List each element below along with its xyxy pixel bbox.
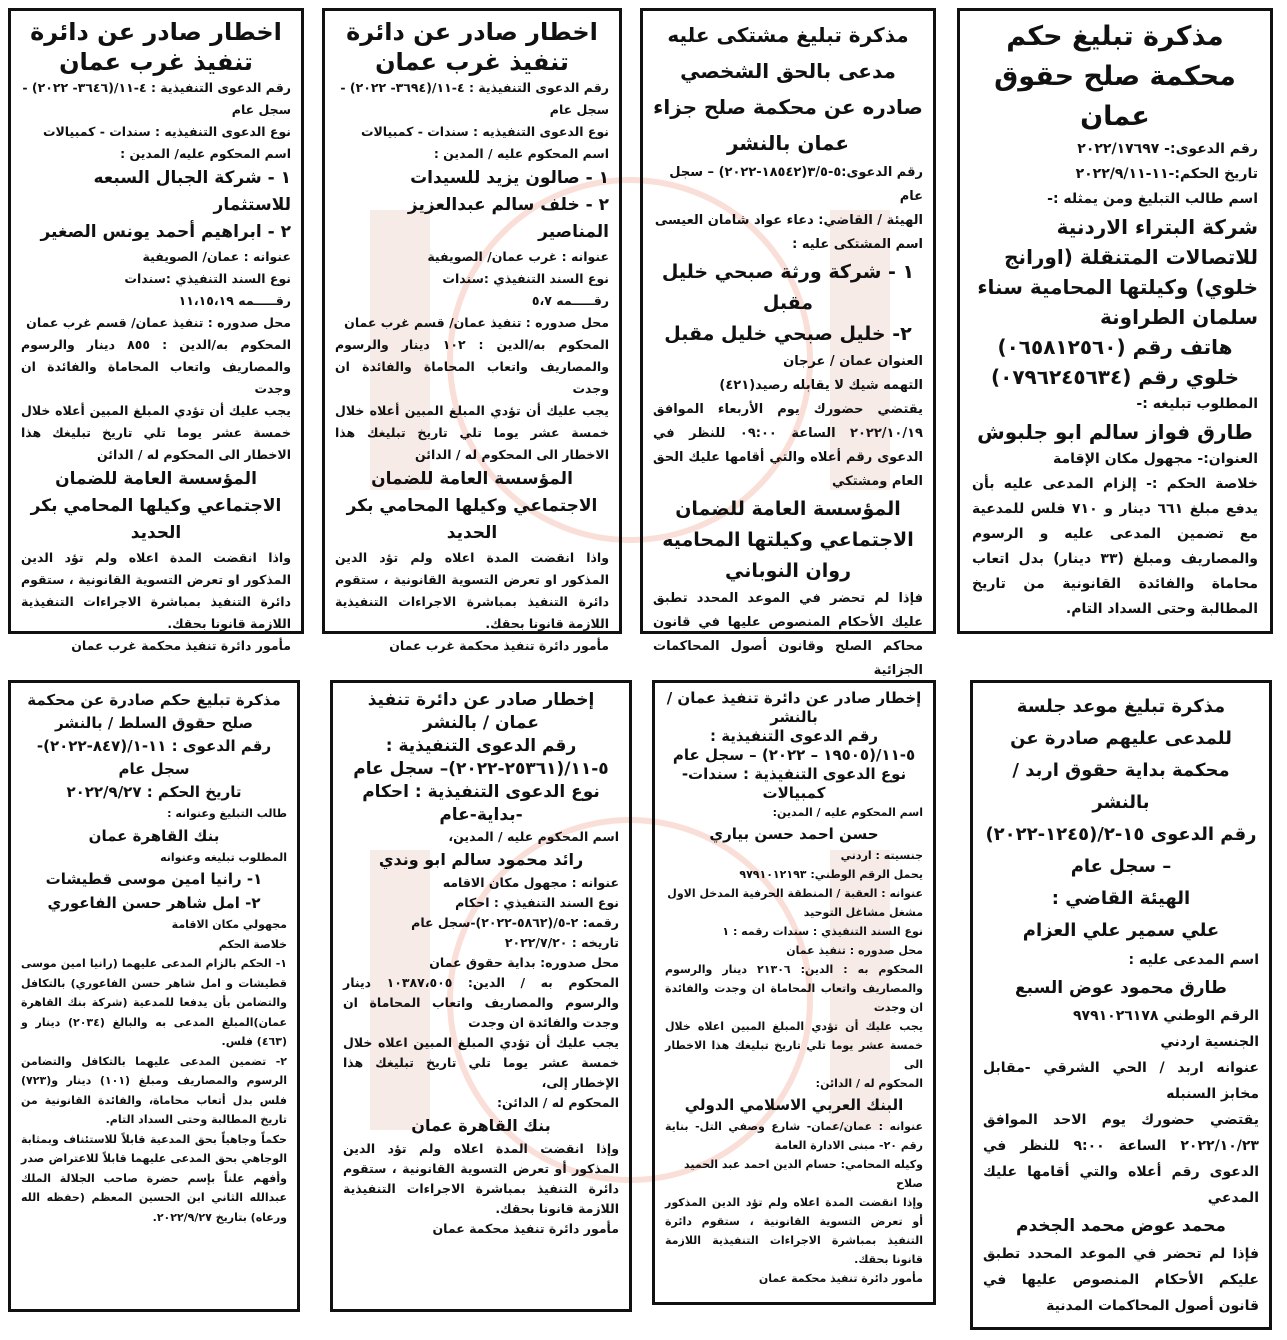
notice8-verdict-date: تاريخ الحكم : ٢٠٢٢/٩/٢٧ [66,783,242,801]
notice8-notified1: ١- رانيا امين موسى قطيشات [45,870,263,888]
notice7-amount: المحكوم به / الدين: ١٠٣٨٧،٥٠٥ دينار والرسوم والمصاريف واتعاب المحاماة ان وجدت والفائدة ان وجدت [343,975,620,1030]
notice7-debtor: رائد محمود سالم ابو وندي [378,850,584,869]
notice3-bond-type: نوع السند التنفيذي :سندات [442,271,609,286]
notice6-demand: يجب عليك أن تؤدي المبلغ المبين اعلاه خلال خمسة عشر يوما تلي تاريخ تبليغك هذا الاخطار الى [665,1020,923,1071]
notice4-signature: مأمور دائرة تنفيذ محكمة غرب عمان [71,638,291,653]
notice-execution-west-amman-1 [322,8,622,653]
notice1-summary: خلاصة الحكم :- إلزام المدعى عليه بأن يدفع مبلغ ٦٦١ دينار و ٧١٠ فلس للمدعية مع تضمين المدعى عليه و الرسوم والمصاريف ومبلغ (٣٣ دينار) بدل اتعاب محاماة والفائدة القانونية من تاريخ المطالبة وحتى السداد التام. [972,476,1259,617]
notice1-address: العنوان:- مجهول مكان الإقامة [1053,451,1258,467]
notice6-lawyer: وكيله المحامي: حسام الدين احمد عبد الحميد صلاح [684,1158,923,1190]
notice4-debtor2: ٢ - ابراهيم أحمد يونس الصغير [40,222,291,242]
notice2-accused2: ٢- خليل صبحي خليل مقبل [664,323,912,345]
notice6-title: إخطار صادر عن دائرة تنفيذ عمان / بالنشر [666,689,922,726]
notice5-title: مذكرة تبليغ موعد جلسة للمدعى عليهم صادرة عن محكمة بداية حقوق اربد / بالنشر [1010,696,1232,813]
notice6-case-type: نوع الدعوى التنفيذية : سندات-كمبيالات [681,765,907,802]
notice8-item2: ٢- تضمين المدعى عليهما بالتكافل والتضامن الرسوم والمصاريف ومبلغ (١٠١) دينار و(٧٢٣) فلس بدل أتعاب محاماة، والفائدة القانونية من تاريخ المطالبة وحتى السداد التام. [21,1054,287,1126]
notice6-creditor-label: المحكوم له / الدائن: [815,1077,923,1090]
notice2-charge: التهمه شيك لا يقابله رصيد(٤٢١) [719,378,923,393]
notice6-issued-at: محل صدوره : تنفيذ عمان [786,944,923,957]
notice3-case-type: نوع الدعوى التنفيذيه : سندات - كمبيالات [360,124,609,139]
notice-verdict-amman-court [957,8,1273,634]
notice3-bond-no: رقـــــمه ٥،٧ [531,293,609,308]
notice1-mobile: خلوي رقم (٠٧٩٦٢٤٥٦٣٤) [990,365,1240,389]
notice6-address: عنوانه : العقبة / المنطقة الحرفية المدخل الاول مشغل مشاغل التوحيد [667,887,923,919]
notice6-warning: وإذا انقضت المدة اعلاه ولم تؤد الدين المذكور أو تعرض التسوية القانونية ، ستقوم دائرة التنفيذ بمباشرة الاجراءات التنفيذية اللازمة قانونا بحقك. [665,1196,923,1266]
notice5-case-no: رقم الدعوى ١٥-٢/(١٢٤٥-٢٠٢٢) – سجل عام [985,824,1257,877]
notice8-notified-label: المطلوب تبليغه وعنوانه [160,850,287,864]
notice4-amount: المحكوم به/الدين : ٨٥٥ دينار والرسوم والمصاريف واتعاب المحاماة والفائدة ان وجدت [21,337,292,396]
notice7-address: عنوانه : مجهول مكان الاقامه [442,875,619,890]
notice7-warning: وإذا انقضت المدة اعلاه ولم تؤد الدين المذكور أو تعرض التسوية القانونية ، ستقوم دائرة التنفيذ بمباشرة الاجراءات التنفيذية اللازمة قانونا بحقك. [343,1141,619,1216]
notice8-address: مجهولي مكان الاقامة [171,918,287,931]
notice1-notified-label: المطلوب تبليغه :- [1136,396,1258,412]
notice7-debtor-label: اسم المحكوم عليه / المدين، [448,829,619,844]
notice5-judge: علي سمير علي العزام [1022,920,1220,941]
notice1-notified: طارق فواز سالم ابو جلبوش [977,420,1253,444]
notice8-closing: حكماً وجاهياً بحق المدعية قابلاً للاستئناف وبمثابة الوجاهي بحق المدعى عليهما قابلاً للاعتراض صدر وأفهم علناً بإسم حضرة صاحب الجلالة الملك عبدالله الثاني ابن الحسين المعظم (حفظه الله ورعاه) بتاريخ ٢٠٢٢/٩/٢٧. [21,1132,287,1224]
notice2-plaintiff: المؤسسة العامة للضمان الاجتماعي وكيلتها المحاميه روان النوباني [662,498,914,582]
notice8-case-no: رقم الدعوى : ١١-١/(٨٤٧-٢٠٢٢)-سجل عام [36,737,272,778]
notice4-warning: واذا انقضت المدة اعلاه ولم تؤد الدين المذكور او تعرض التسوية القانونية ، ستقوم دائرة التنفيذ بمباشرة الاجراءات التنفيذية اللازمة قانونا بحقك. [21,550,291,631]
notice3-case-no: رقم الدعوى التنفيذية : ٤-١١/(٣٦٩٤- ٢٠٢٢) - سجل عام [340,80,609,117]
notice3-address: عنوانه : غرب عمان/ الصويفية [427,249,609,264]
notice7-bond-no: رقمه: ٢-٥/(٥٨٦٢-٢٠٢٢)-سجل عام [411,915,619,930]
notice4-bond-type: نوع السند التنفيذي :سندات [124,271,291,286]
notice1-title2: محكمة صلح حقوق عمان [994,61,1236,132]
notice3-creditor: المؤسسة العامة للضمان الاجتماعي وكيلها المحامي بكر الحديد [346,469,598,543]
notice1-verdict-date: تاريخ الحكم:-١١-٢٠٢٢/٩/١١ [1075,166,1258,182]
notice6-debtor: حسن احمد حسن بياري [709,825,879,843]
notice-execution-amman-cairo-bank [330,680,632,1312]
notice6-case-no: رقم الدعوى التنفيذية : ٥-١١/(١٩٥٠٥ – ٢٠٢٢) – سجل عام [672,727,916,764]
notice5-judge-label: الهيئة القاضي : [1051,888,1191,909]
notice3-title: اخطار صادر عن دائرة تنفيذ غرب عمان [346,18,598,76]
notice5-hearing: يقتضي حضورك يوم الاحد الموافق ٢٠٢٢/١٠/٢٣ الساعة ٩:٠٠ للنظر في الدعوى رقم أعلاه والتي أقامها عليك المدعي [983,1112,1259,1206]
notice2-address: العنوان عمان / عرجان [783,354,923,369]
notice6-bond: نوع السند التنفيذي : سندات رقمه : ١ [722,925,923,938]
notice5-address: عنوانه اربد / الحي الشرقي -مقابل مخابز السنبله [983,1060,1259,1102]
notice3-debtor-label: اسم المحكوم عليه / المدين : [433,146,609,161]
notice6-national-id: يحمل الرقم الوطني: ٩٧٩١٠١٢١٩٣ [739,868,923,881]
notice3-warning: واذا انقضت المدة اعلاه ولم تؤد الدين المذكور او تعرض التسوية القانونية ، ستقوم دائرة التنفيذ بمباشرة الاجراءات التنفيذية اللازمة قانونا بحقك. [335,550,609,631]
notice8-item1: ١- الحكم بالزام المدعى عليهما (رانيا امين موسى قطيشات و امل شاهر حسن الفاعوري) بالتكافل والتضامن بأن يدفعا للمدعية (شركة بنك القاهرة عمان)المبلغ المدعى به والبالغ (٢٠٣٤) دينار و (٤٦٣) فلس. [21,957,287,1048]
notice3-amount: المحكوم به/الدين : ١٠٢ دينار والرسوم والمصاريف واتعاب المحاماة والفائدة ان وجدت [335,337,609,396]
notice7-creditor: بنك القاهرة عمان [411,1116,551,1135]
notice1-phone: هاتف رقم (٠٦٥٨١٢٥٦٠) [997,335,1233,359]
notice3-debtor2: ٢ - خلف سالم عبدالعزيز المناصير [407,195,609,242]
notice4-address: عنوانه : عمان/ الصويفية [142,249,291,264]
notice3-issued-at: محل صدوره : تنفيذ عمان/ قسم غرب عمان [344,315,609,330]
notice5-national-id: الرقم الوطني ٩٧٩١٠٢٦١٧٨ [1072,1008,1259,1024]
notice3-demand: يجب عليك أن تؤدي المبلغ المبين أعلاه خلال خمسة عشر يوما تلي تاريخ تبليغك هذا الاخطار الى المحكوم له / الدائن [335,403,609,462]
notice3-debtor1: ١ - صالون يزيد للسيدات [410,168,609,188]
notice4-debtor-label: اسم المحكوم عليه/ المدين : [120,146,291,161]
notice7-bond-type: نوع السند التنفيذي : احكام [455,895,619,910]
notice2-accused1: ١ - شركة ورثة صبحي خليل مقبل [661,261,915,314]
notice2-hearing: يقتضي حضورك يوم الأربعاء الموافق ٢٠٢٢/١٠/١٩ الساعة ٠٩:٠٠ للنظر في الدعوى رقم أعلاه والتي أقامها عليك الحق العام ومشتكي [653,402,923,489]
notice4-debtor1: ١ - شركة الجبال السبعه للاستثمار [93,168,291,215]
notice-criminal-summons [640,8,936,678]
notice6-nationality: جنسيته : اردني [840,849,923,862]
notice4-title: اخطار صادر عن دائرة تنفيذ غرب عمان [30,18,282,76]
notice1-case-no: رقم الدعوى:- ٢٠٢٢/١٧٦٩٧ [1077,141,1258,157]
notice4-case-type: نوع الدعوى التنفيذيه : سندات - كمبيالات [42,124,291,139]
notice8-requester: بنك القاهرة عمان [88,826,220,845]
notice1-requester-label: اسم طالب التبليغ ومن يمثله :- [1047,191,1258,207]
notice-execution-amman-arab-islamic [652,680,936,1305]
notice4-bond-no: رقـــــمه ١١،١٥،١٩ [178,293,291,308]
notice5-nationality: الجنسية اردني [1160,1034,1259,1050]
notice-execution-west-amman-2 [8,8,304,653]
notice4-case-no: رقم الدعوى التنفيذية : ٤-١١/(٣٦٤٦- ٢٠٢٢) - سجل عام [22,80,291,117]
notice8-notified2: ٢- امل شاهر حسن الفاعوري [47,894,261,912]
notice2-case-no: رقم الدعوى:٥-٣/٥(١٨٥٤٢-٢٠٢٢) – سجل عام [669,165,923,204]
notice3-signature: مأمور دائرة تنفيذ محكمة غرب عمان [389,638,609,653]
notice6-creditor-address: عنوانه : عمان/عمان- شارع وصفي التل- بناية رقم ٢٠- مبنى الادارة العامة [665,1120,923,1152]
notice-verdict-salt-court [8,680,300,1312]
notice7-demand: يجب عليك أن تؤدي المبلغ المبين اعلاه خلال خمسة عشر يوما تلي تاريخ تبليغك هذا الإخطار إلى، [343,1035,619,1090]
notice6-amount: المحكوم به : الدين: ٢١٣٠٦ دينار والرسوم والمصاريف واتعاب المحاماة ان وجدت والفائدة ان وجدت [665,963,923,1014]
notice6-signature: مأمور دائرة تنفيذ محكمة عمان [758,1272,923,1285]
notice7-issued-at: محل صدوره: بداية حقوق عمان [429,955,619,970]
notice2-judge: الهيئة / القاضي: دعاء عواد شامان العيسى [654,213,923,228]
notice8-title: مذكرة تبليغ حكم صادرة عن محكمة صلح حقوق السلط / بالنشر [27,691,281,732]
notice5-defendant-label: اسم المدعى عليه : [1128,952,1259,968]
notice7-signature: مأمور دائرة تنفيذ محكمة عمان [432,1221,619,1236]
notice2-accused-label: اسم المشتكى عليه : [792,237,923,252]
notice4-creditor: المؤسسة العامة للضمان الاجتماعي وكيلها المحامي بكر الحديد [30,469,282,543]
notice6-creditor: البنك العربي الاسلامي الدولي [684,1096,904,1114]
notice1-title1: مذكرة تبليغ حكم [1006,21,1224,52]
notice5-plaintiff: محمد عوض محمد الجخدم [1016,1216,1226,1236]
notice2-warning: فإذا لم تحضر في الموعد المحدد تطبق عليك الأحكام المنصوص عليها في قانون محاكم الصلح وقانون أصول المحاكمات الجزائية [653,591,923,678]
notice4-demand: يجب عليك أن تؤدي المبلغ المبين أعلاه خلال خمسة عشر يوما تلي تاريخ تبليغك هذا الاخطار الى المحكوم له / الدائن [21,403,291,462]
notice-hearing-irbid [970,680,1272,1330]
notice7-title: إخطار صادر عن دائرة تنفيذ عمان / بالنشر [367,690,595,733]
notice1-requester: شركة البتراء الاردنية للاتصالات المتنقلة (اورانج خلوي) وكيلتها المحامية سناء سلمان الطراونة [977,215,1258,329]
notice6-debtor-label: اسم المحكوم عليه / المدين: [772,806,923,819]
notice7-bond-date: تاريخه : ٢٠٢٢/٧/٢٠ [504,935,619,950]
notice7-case-no: رقم الدعوى التنفيذية : ٥-١١/(٢٥٣٦١-٢٠٢٢)– سجل عام [353,736,609,779]
notice8-summary-label: خلاصة الحكم [218,937,287,951]
notice5-defendant: طارق محمود عوض السبع [1015,978,1227,998]
notice7-case-type: نوع الدعوى التنفيذية : احكام -بداية-عام [362,782,600,825]
notice2-title: مذكرة تبليغ مشتكى عليه مدعى بالحق الشخصي صادره عن محكمة صلح جزاء عمان بالنشر [653,23,923,155]
notice8-requester-label: طالب التبليغ وعنوانه : [167,807,287,820]
notice5-warning: فإذا لم تحضر في الموعد المحدد تطبق عليكم الأحكام المنصوص عليها في قانون أصول المحاكمات المدنية [983,1246,1259,1314]
notice4-issued-at: محل صدوره : تنفيذ عمان/ قسم غرب عمان [26,315,291,330]
notice7-creditor-label: المحكوم له / الدائن: [497,1095,619,1110]
